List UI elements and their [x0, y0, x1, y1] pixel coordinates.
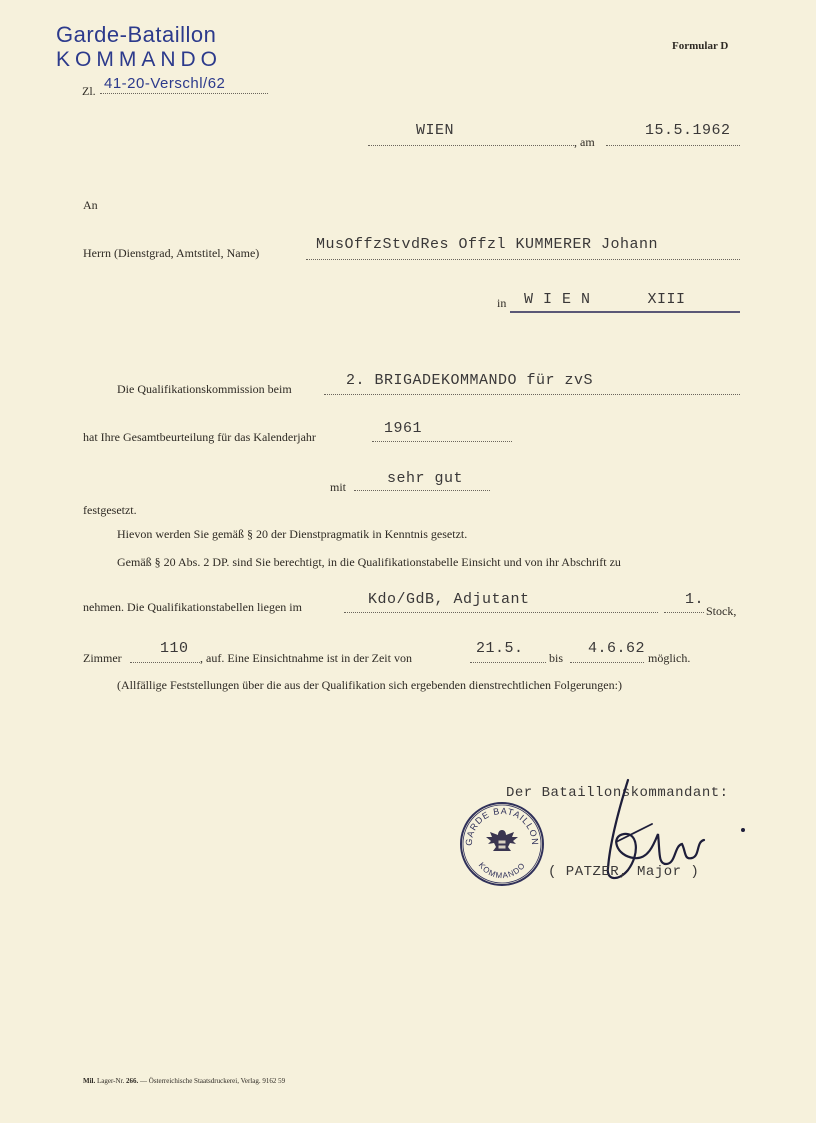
- floor-value: 1.: [685, 591, 705, 608]
- room-underline: [130, 662, 200, 663]
- seal-bottom-text: KOMMANDO: [476, 860, 528, 881]
- footer-number: 266.: [126, 1077, 139, 1085]
- am-label: , am: [574, 135, 595, 149]
- form-label: Formular D: [672, 40, 729, 52]
- bis-label: bis: [549, 651, 564, 665]
- zl-value: 41-20-Verschl/62: [104, 75, 226, 92]
- name-underline: [306, 259, 740, 260]
- unit-stamp-line1: Garde-Bataillon: [56, 22, 217, 47]
- paragraph-2: Gemäß § 20 Abs. 2 DP. sind Sie berechtigt, in die Qualifikationstabelle Einsicht und von ihr Abschrift zu: [117, 555, 621, 569]
- addressee-name: MusOffzStvdRes Offzl KUMMERER Johann: [316, 236, 659, 253]
- grade-value: sehr gut: [387, 470, 464, 487]
- signatory-name: ( PATZER, Major ): [548, 864, 700, 880]
- signature-title: Der Bataillonskommandant:: [506, 785, 729, 801]
- official-seal: [458, 800, 546, 888]
- place-underline: [368, 145, 574, 146]
- seal-top-text: GARDE BATAILLON: [463, 805, 541, 847]
- footer-imprint: [83, 1077, 285, 1085]
- commission-label: Die Qualifikationskommission beim: [117, 382, 292, 396]
- grade-underline: [354, 490, 490, 491]
- eagle-icon: [486, 830, 518, 851]
- location-value: Kdo/GdB, Adjutant: [368, 591, 530, 608]
- year-underline: [372, 441, 512, 442]
- paragraph-1: Hievon werden Sie gemäß § 20 der Dienstpragmatik in Kenntnis gesetzt.: [117, 527, 468, 541]
- place-value: WIEN: [416, 122, 455, 139]
- commission-underline: [324, 394, 740, 395]
- room-value: 110: [160, 640, 189, 657]
- unit-stamp-line2: KOMMANDO: [56, 48, 222, 71]
- location-underline: [344, 612, 658, 613]
- note-text: (Allfällige Feststellungen über die aus der Qualifikation sich ergebenden dienstrechtlichen Folgerungen:): [117, 678, 622, 692]
- footer-prefix: Mil.: [83, 1077, 96, 1085]
- city-underline: [510, 311, 740, 313]
- zimmer-label: Zimmer: [83, 651, 122, 665]
- nehmen-label: nehmen. Die Qualifikationstabellen liegen im: [83, 600, 302, 614]
- herrn-label: Herrn (Dienstgrad, Amtstitel, Name): [83, 246, 260, 260]
- floor-underline: [664, 612, 704, 613]
- seal-graphic: [458, 800, 546, 888]
- date-value: 15.5.1962: [645, 122, 731, 139]
- zl-label: Zl.: [82, 84, 96, 98]
- ink-dot: [741, 828, 745, 832]
- festgesetzt-text: festgesetzt.: [83, 503, 137, 517]
- date-underline: [606, 145, 740, 146]
- einsicht-label: , auf. Eine Einsichtnahme ist in der Zeit von: [200, 651, 412, 665]
- zl-underline: [100, 93, 268, 94]
- city-value: W I E N XIII: [524, 291, 686, 308]
- to-value: 4.6.62: [588, 640, 646, 657]
- footer-publisher: — Österreichische Staatsdruckerei, Verlag. 9162 59: [140, 1077, 286, 1085]
- year-value: 1961: [384, 420, 423, 437]
- mit-label: mit: [330, 480, 347, 494]
- from-underline: [470, 662, 546, 663]
- year-label: hat Ihre Gesamtbeurteilung für das Kalenderjahr: [83, 430, 316, 444]
- stock-label: Stock,: [706, 604, 737, 618]
- from-value: 21.5.: [476, 640, 524, 657]
- an-label: An: [83, 198, 98, 212]
- moeglich-label: möglich.: [648, 651, 691, 665]
- commission-value: 2. BRIGADEKOMMANDO für zvS: [346, 372, 594, 389]
- footer-lager: Lager-Nr.: [97, 1077, 125, 1085]
- in-label: in: [497, 296, 507, 310]
- to-underline: [570, 662, 644, 663]
